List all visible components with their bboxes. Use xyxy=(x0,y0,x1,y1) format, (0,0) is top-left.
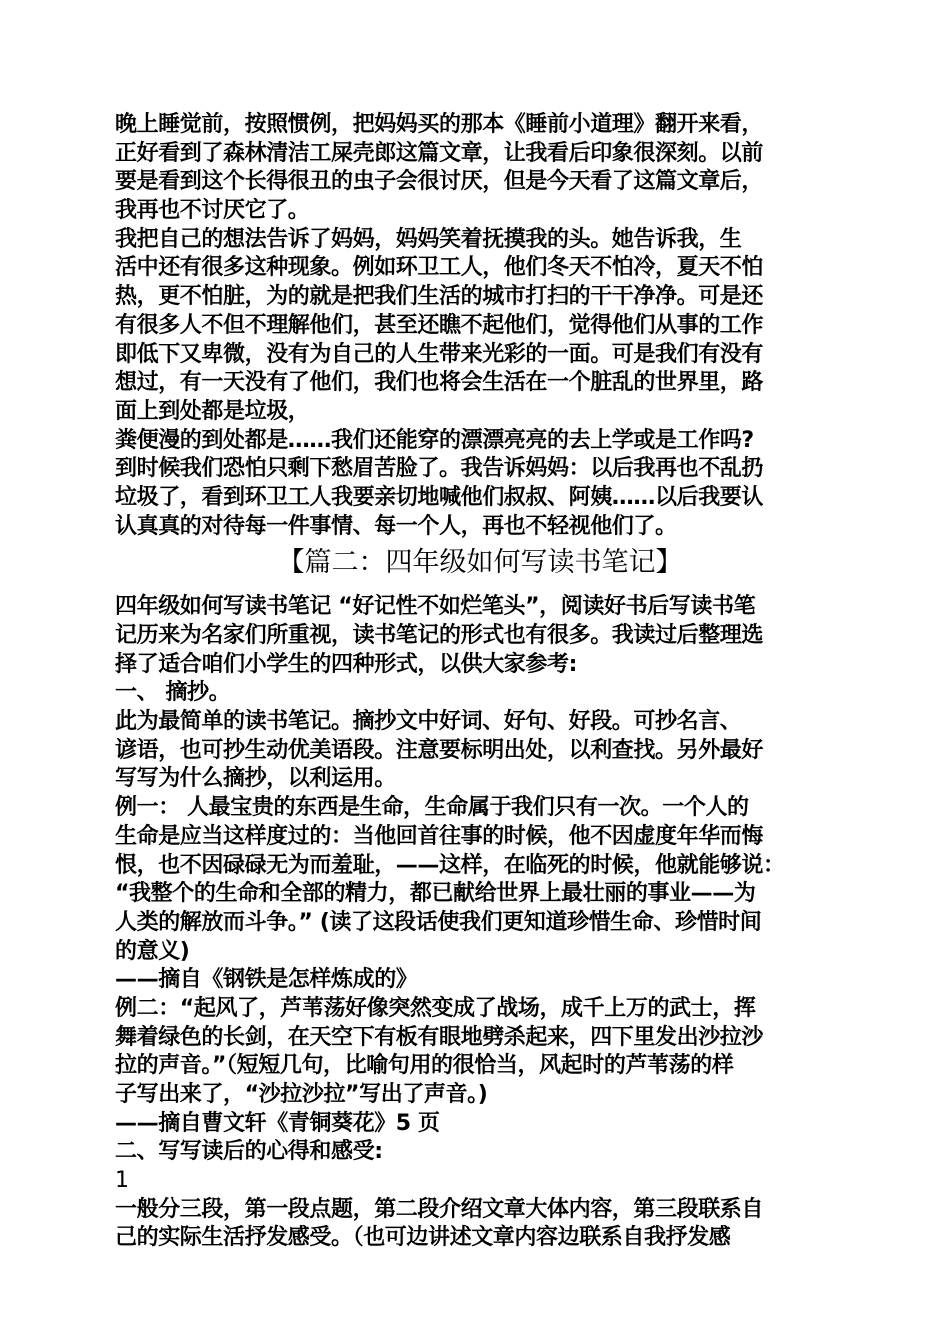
text-line: 生命是应当这样度过的：当他回首往事的时候，他不因虚度年华而悔 xyxy=(115,823,764,849)
text-line: 记历来为名家们所重视，读书笔记的形式也有很多。我读过后整理选 xyxy=(115,623,764,648)
text-line: 舞着绿色的长剑，在天空下有板有眼地劈杀起来，四下里发出沙拉沙 xyxy=(115,1024,764,1050)
text-line: 晚上睡觉前，按照惯例，把妈妈买的那本《睡前小道理》翻开来看， xyxy=(115,112,764,137)
text-line: 要是看到这个长得很丑的虫子会很讨厌，但是今天看了这篇文章后， xyxy=(115,169,764,195)
text-line: 活中还有很多这种现象。例如环卫工人，他们冬天不怕冷，夏天不怕 xyxy=(115,255,764,281)
text-line: 认真真的对待每一件事情、每一个人，再也不轻视他们了。 xyxy=(115,513,677,539)
paragraph-intro xyxy=(115,111,845,226)
text-line: 的意义) xyxy=(115,938,190,964)
text-line: 拉的声音。”（短短几句，比喻句用的很恰当，风起时的芦苇荡的样 xyxy=(115,1053,734,1079)
text-line: 正好看到了森林清洁工屎壳郎这篇文章，让我看后印象很深刻。以前 xyxy=(115,140,764,166)
text-line: “我整个的生命和全部的精力，都已献给世界上最壮丽的事业——为 xyxy=(115,881,756,907)
text-line: 到时候我们恐怕只剩下愁眉苦脸了。我告诉妈妈：以后我再也不乱扔 xyxy=(115,456,764,482)
text-line: 子写出来了，“沙拉沙拉”写出了声音。) xyxy=(115,1082,488,1107)
text-line: ——摘自曹文轩《青铜葵花》5 页 xyxy=(115,1110,440,1136)
text-line: 四年级如何写读书笔记 “好记性不如烂笔头”，阅读好书后写读书笔 xyxy=(115,594,756,620)
text-line: 面上到处都是垃圾， xyxy=(115,398,310,424)
paragraph-reading-notes xyxy=(115,593,845,1167)
text-line: 谚语，也可抄生动优美语段。注意要标明出处，以利查找。另外最好 xyxy=(115,737,764,763)
text-line: 例一： 人最宝贵的东西是生命，生命属于我们只有一次。一个人的 xyxy=(115,795,749,821)
text-line: 二、写写读后的心得和感受: xyxy=(115,1139,383,1165)
text-line: 垃圾了，看到环卫工人我要亲切地喊他们叔叔、阿姨……以后我要认 xyxy=(115,484,764,510)
text-line: 有很多人不但不理解他们，甚至还瞧不起他们，觉得他们从事的工作 xyxy=(115,312,764,338)
text-line: 此为最简单的读书笔记。摘抄文中好词、好句、好段。可抄名言、 xyxy=(115,709,742,735)
text-line: 己的实际生活抒发感受。（也可边讲述文章内容边联系自我抒发感 xyxy=(115,1225,731,1251)
paragraph-mother xyxy=(115,226,845,542)
text-line: 一般分三段，第一段点题，第二段介绍文章大体内容，第三段联系自 xyxy=(115,1196,764,1222)
text-line: 粪便漫的到处都是……我们还能穿的漂漂亮亮的去上学或是工作吗? xyxy=(115,427,754,453)
text-line: 一、 摘抄。 xyxy=(115,680,231,706)
text-line: 恨，也不因碌碌无为而羞耻，——这样，在临死的时候，他就能够说： xyxy=(115,852,785,878)
paragraph-structure xyxy=(115,1196,845,1253)
text-line: 例二：“起风了，芦苇荡好像突然变成了战场，成千上万的武士，挥 xyxy=(115,995,756,1021)
text-line: 择了适合咱们小学生的四种形式，以供大家参考: xyxy=(115,651,577,677)
text-line: 我再也不讨厌它了。 xyxy=(115,198,310,224)
text-line: 热，更不怕脏，为的就是把我们生活的城市打扫的干干净净。可是还 xyxy=(115,284,764,310)
document-page xyxy=(115,111,845,1253)
section-heading: 【篇二：四年级如何写读书笔记】 xyxy=(277,547,683,579)
text-line: 即低下又卑微，没有为自己的人生带来光彩的一面。可是我们有没有 xyxy=(115,341,764,367)
text-line: 写写为什么摘抄，以利运用。 xyxy=(115,766,396,792)
text-line: 人类的解放而斗争。” (读了这段话使我们更知道珍惜生命、珍惜时间 xyxy=(115,909,762,935)
text-line: 我把自己的想法告诉了妈妈，妈妈笑着抚摸我的头。她告诉我，生 xyxy=(115,226,742,252)
page-number-text: 1 xyxy=(115,1168,129,1194)
text-line: 想过，有一天没有了他们，我们也将会生活在一个脏乱的世界里，路 xyxy=(115,370,764,396)
page-number xyxy=(115,1167,845,1196)
text-line: ——摘自《钢铁是怎样炼成的》 xyxy=(115,967,418,993)
